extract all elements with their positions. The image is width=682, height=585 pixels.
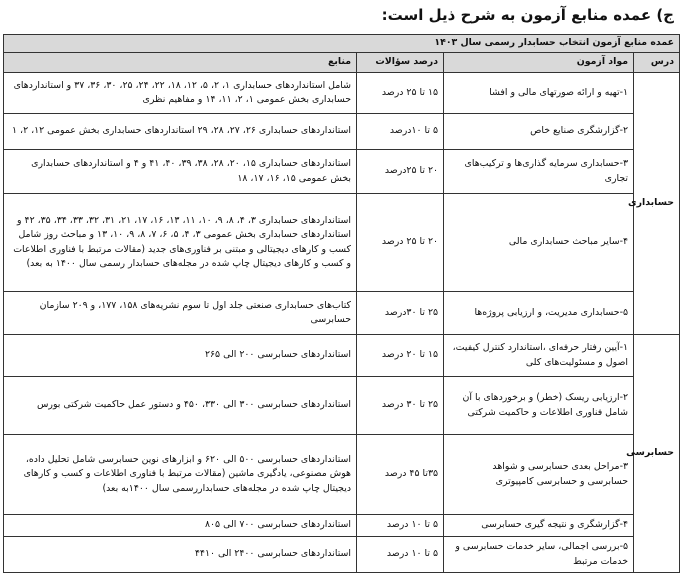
- sources-cell: استانداردهای حسابداری ۱۵، ۲۰، ۲۸، ۳۸، ۳۹، ۴۰، ۴۱ و ۴ و استانداردهای حسابداری بخش عمومی ۱۵، ۱۶، ۱۷، ۱۸: [4, 150, 357, 194]
- material-cell: ۴-سایر مباحث حسابداری مالی: [444, 194, 634, 292]
- material-cell: ۳-حسابداری سرمایه گذاری‌ها و ترکیب‌های تجاری: [444, 150, 634, 194]
- sources-cell: استانداردهای حسابرسی ۵۰۰ الی ۶۲۰ و ابزارهای نوین حسابرسی شامل تحلیل داده، هوش مصنوعی، یادگیری ماشین (مقالات مرتبط با فناوری اطلاعات و کسب و کارهای دیجیتال چاپ شده در مجله‌های حسابداررسمی سال ۱۴۰۰به بعد): [4, 435, 357, 515]
- material-cell: ۵-حسابداری مدیریت، و ارزیابی پروژه‌ها: [444, 292, 634, 335]
- percent-cell: ۱۵ تا ۲۰ درصد: [357, 335, 444, 377]
- percent-cell: ۵ تا ۱۰ درصد: [357, 515, 444, 537]
- course-accounting: حسابداری: [634, 73, 680, 335]
- column-header-sources: منابع: [4, 53, 357, 73]
- exam-sources-table: [3, 34, 680, 573]
- sources-cell: استانداردهای حسابرسی ۲۰۰ الی ۲۶۵: [4, 335, 357, 377]
- sources-cell: استانداردهای حسابداری ۳، ۴، ۸، ۹، ۱۰، ۱۱، ۱۳، ۱۶، ۱۷، ۲۱، ۳۱، ۳۲، ۳۳، ۳۴، ۳۵، ۴۲ و استانداردهای حسابداری بخش عمومی ۳، ۴، ۵، ۶، ۷، ۸، ۹، ۱۰، ۱۳ و مباحث روز شامل کسب و کارهای دیجیتالی و مبتنی بر فناوری‌های جدید (مقالات مرتبط با فناوری اطلاعات و کسب و کارهای دیجیتال چاپ شده در مجله‌های حسابدار رسمی سال ۱۴۰۰ به بعد): [4, 194, 357, 292]
- sources-cell: استانداردهای حسابرسی ۳۰۰ الی ۳۳۰، ۴۵۰ و دستور عمل حاکمیت شرکتی بورس: [4, 377, 357, 435]
- material-cell: ۵-بررسی اجمالی، سایر خدمات حسابرسی و خدمات مرتبط: [444, 537, 634, 573]
- page-heading: ج) عمده منابع آزمون به شرح ذیل است:: [381, 6, 674, 24]
- table-row: [4, 435, 680, 515]
- table-row: [4, 150, 680, 194]
- table-row: [4, 377, 680, 435]
- material-cell: ۳-مراحل بعدی حسابرسی و شواهد حسابرسی و حسابرسی کامپیوتری: [444, 435, 634, 515]
- sources-cell: استانداردهای حسابرسی ۷۰۰ الی ۸۰۵: [4, 515, 357, 537]
- material-cell: ۱-آیین رفتار حرفه‌ای ،استاندارد کنترل کیفیت، اصول و مسئولیت‌های کلی: [444, 335, 634, 377]
- sources-cell: استانداردهای حسابرسی ۲۴۰۰ الی ۴۴۱۰: [4, 537, 357, 573]
- table-row: [4, 292, 680, 335]
- sources-cell: شامل استانداردهای حسابداری ۱، ۲، ۵، ۱۲، ۱۸، ۲۲، ۲۴، ۲۵، ۳۰، ۳۶، ۳۷ و استانداردهای حسابداری بخش عمومی ۱، ۲، ۱۱، ۱۴ و مفاهیم نظری: [4, 73, 357, 114]
- material-cell: ۲-گزارشگری صنایع خاص: [444, 114, 634, 150]
- material-cell: ۲-ارزیابی ریسک (خطر) و برخوردهای با آن شامل فناوری اطلاعات و حاکمیت شرکتی: [444, 377, 634, 435]
- table-title-row: [4, 35, 680, 53]
- percent-cell: ۱۵ تا ۲۵ درصد: [357, 73, 444, 114]
- percent-cell: ۲۰ تا ۲۵ درصد: [357, 194, 444, 292]
- percent-cell: ۲۵ تا ۳۰درصد: [357, 292, 444, 335]
- material-cell: ۴-گزارشگری و نتیجه گیری حسابرسی: [444, 515, 634, 537]
- sources-cell: استانداردهای حسابداری ۲۶، ۲۷، ۲۸، ۲۹ استانداردهای حسابداری بخش عمومی ۱۲، ۲، ۱: [4, 114, 357, 150]
- table-row: [4, 335, 680, 377]
- material-cell: ۱-تهیه و ارائه صورتهای مالی و افشا: [444, 73, 634, 114]
- percent-cell: ۲۵ تا ۳۰ درصد: [357, 377, 444, 435]
- table-title: عمده منابع آزمون انتخاب حسابدار رسمی سال ۱۴۰۳: [4, 35, 680, 53]
- percent-cell: ۵ تا ۱۰ درصد: [357, 537, 444, 573]
- percent-cell: ۵ تا ۱۰درصد: [357, 114, 444, 150]
- table-row: [4, 114, 680, 150]
- sources-cell: کتاب‌های حسابداری صنعتی جلد اول تا سوم نشریه‌های ۱۵۸، ۱۷۷، و ۲۰۹ سازمان حسابرسی: [4, 292, 357, 335]
- table-row: [4, 73, 680, 114]
- table-row: [4, 537, 680, 573]
- column-header-material: مواد آزمون: [444, 53, 634, 73]
- course-auditing: حسابرسی: [634, 335, 680, 573]
- percent-cell: ۲۰ تا ۲۵درصد: [357, 150, 444, 194]
- percent-cell: ۳۵تا ۴۵ درصد: [357, 435, 444, 515]
- column-header-percent: درصد سؤالات: [357, 53, 444, 73]
- table-row: [4, 194, 680, 292]
- table-header-row: [4, 53, 680, 73]
- column-header-course: درس: [634, 53, 680, 73]
- table-row: [4, 515, 680, 537]
